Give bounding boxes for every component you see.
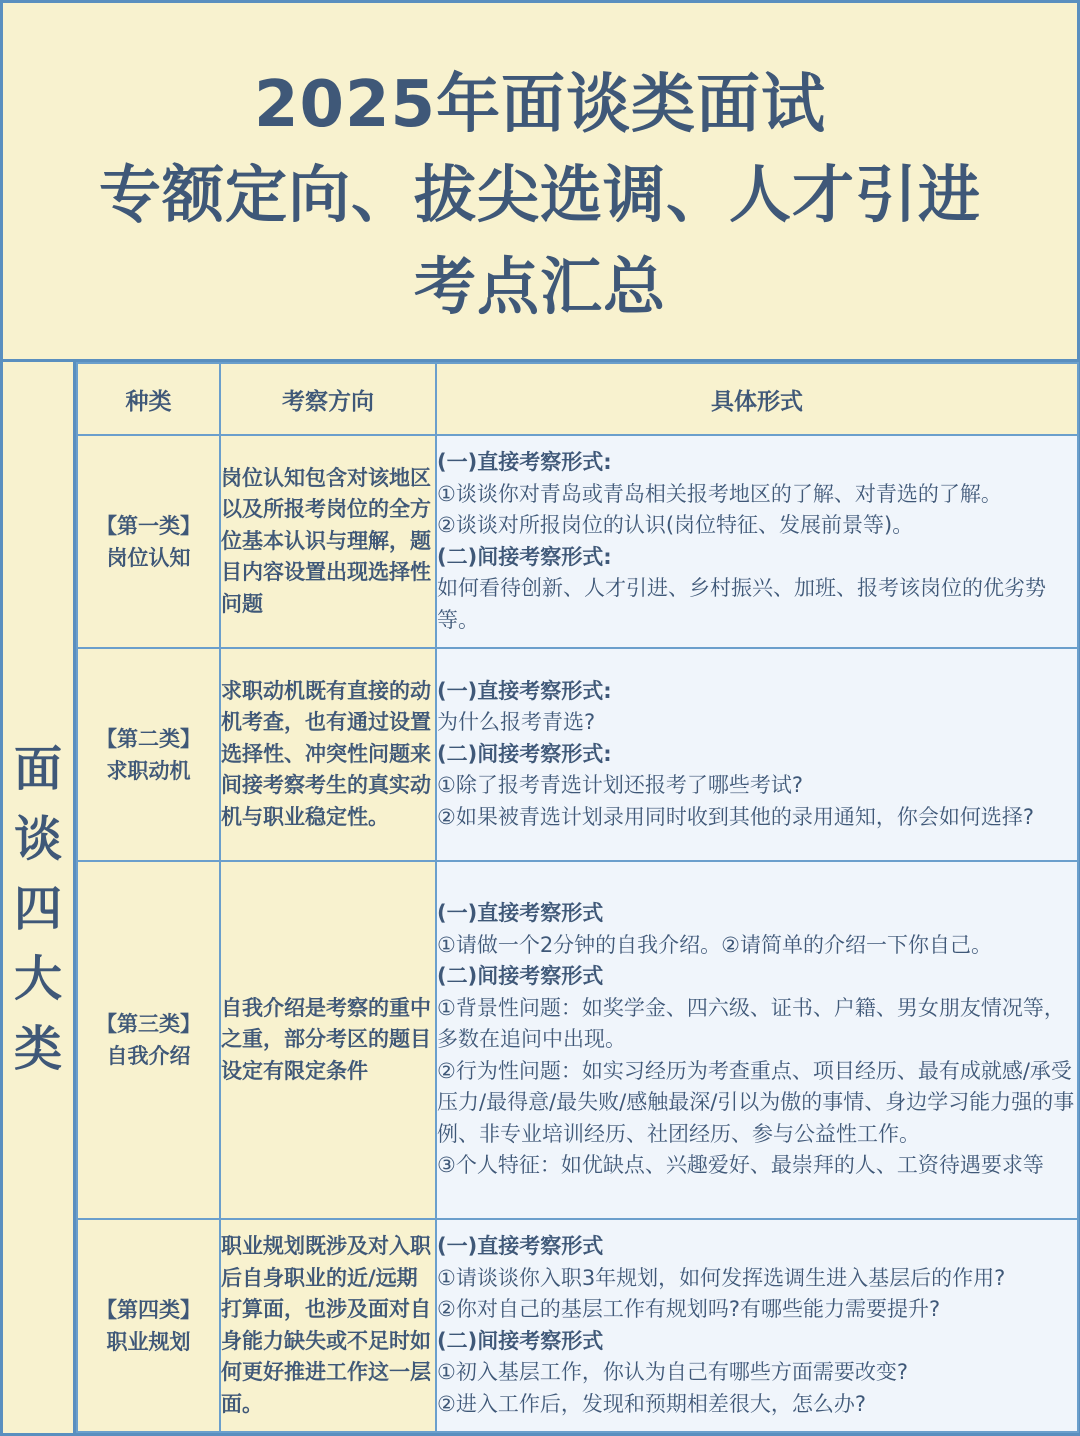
form-cell [436, 861, 1078, 1219]
title-line-2: 专额定向、拔尖选调、人才引进 [98, 158, 981, 231]
form-line: (一)直接考察形式 [437, 1234, 604, 1258]
form-line: (二)间接考察形式: [437, 741, 612, 766]
header-category: 种类 [77, 363, 220, 435]
form-line: ①请谈谈你入职3年规划，如何发挥选调生进入基层后的作用? [437, 1265, 1006, 1290]
table-row [77, 435, 1078, 648]
side-label-char: 面 [13, 741, 62, 797]
side-label-char: 四 [13, 881, 62, 937]
form-line: (二)间接考察形式: [437, 544, 612, 569]
form-line: 为什么报考青选? [437, 710, 596, 735]
category-name: 自我介绍 [106, 1044, 191, 1068]
title-line-3: 考点汇总 [413, 250, 666, 323]
direction-cell: 职业规划既涉及对入职后自身职业的近/远期打算面，也涉及面对自身能力缺失或不足时如何更好推进工作这一层面。 [220, 1219, 436, 1432]
table-row [77, 1219, 1078, 1432]
form-line: (一)直接考察形式 [437, 901, 604, 926]
table-row [77, 648, 1078, 861]
header-form: 具体形式 [436, 363, 1078, 435]
category-number: 【第三类】 [96, 1012, 201, 1036]
form-line: ①背景性问题：如奖学金、四六级、证书、户籍、男女朋友情况等，多数在追问中出现。 [437, 995, 1065, 1052]
category-cell [77, 1219, 220, 1432]
category-number: 【第二类】 [96, 726, 201, 751]
form-line: ②进入工作后，发现和预期相差很大，怎么办? [437, 1391, 866, 1416]
form-line: ①初入基层工作，你认为自己有哪些方面需要改变? [437, 1360, 908, 1384]
form-line: ②如果被青选计划录用同时收到其他的录用通知，你会如何选择? [437, 804, 1034, 829]
form-line: ①谈谈你对青岛或青岛相关报考地区的了解、对青选的了解。 [437, 481, 1002, 506]
form-line: (二)间接考察形式 [437, 1328, 604, 1353]
side-label [3, 362, 76, 1433]
form-cell [436, 1219, 1078, 1432]
direction-cell: 岗位认知包含对该地区以及所报考岗位的全方位基本认识与理解，题目内容设置出现选择性问题 [220, 435, 436, 648]
header-direction: 考察方向 [220, 363, 436, 435]
form-line: (一)直接考察形式: [437, 678, 612, 703]
form-line: ②谈谈对所报岗位的认识(岗位特征、发展前景等)。 [437, 513, 914, 537]
form-line: ③个人特征：如优缺点、兴趣爱好、最崇拜的人、工资待遇要求等 [437, 1153, 1044, 1178]
category-name: 职业规划 [106, 1329, 191, 1354]
side-label-char: 谈 [13, 811, 62, 867]
form-line: 如何看待创新、人才引进、乡村振兴、加班、报考该岗位的优劣势等。 [437, 576, 1046, 632]
form-line: (一)直接考察形式: [437, 450, 612, 474]
form-line: ①请做一个2分钟的自我介绍。②请简单的介绍一下你自己。 [437, 932, 993, 957]
side-label-char: 类 [13, 1021, 62, 1077]
form-line: (二)间接考察形式 [437, 964, 604, 989]
topic-table [76, 362, 1079, 1433]
side-label-char: 大 [13, 951, 62, 1007]
category-cell [77, 435, 220, 648]
form-cell [436, 648, 1078, 861]
form-cell [436, 435, 1078, 648]
title-line-1: 2025年面谈类面试 [253, 68, 827, 142]
category-cell [77, 648, 220, 861]
category-name: 求职动机 [106, 758, 191, 783]
category-name: 岗位认知 [106, 545, 191, 570]
category-cell [77, 861, 220, 1219]
direction-cell: 自我介绍是考察的重中之重，部分考区的题目设定有限定条件 [220, 861, 436, 1219]
category-number: 【第一类】 [96, 513, 201, 538]
header [3, 3, 1077, 362]
form-line: ②你对自己的基层工作有规划吗?有哪些能力需要提升? [437, 1297, 941, 1321]
form-line: ②行为性问题：如实习经历为考查重点、项目经历、最有成就感/承受压力/最得意/最失败/感触最深/引以为傲的事情、身边学习能力强的事例、非专业培训经历、社团经历、参与公益性工作。 [437, 1058, 1075, 1146]
direction-cell: 求职动机既有直接的动机考查，也有通过设置选择性、冲突性问题来间接考察考生的真实动机与职业稳定性。 [220, 648, 436, 861]
form-line: ①除了报考青选计划还报考了哪些考试? [437, 773, 803, 798]
category-number: 【第四类】 [96, 1297, 201, 1322]
table-header-row [77, 363, 1078, 435]
table-row [77, 861, 1078, 1219]
